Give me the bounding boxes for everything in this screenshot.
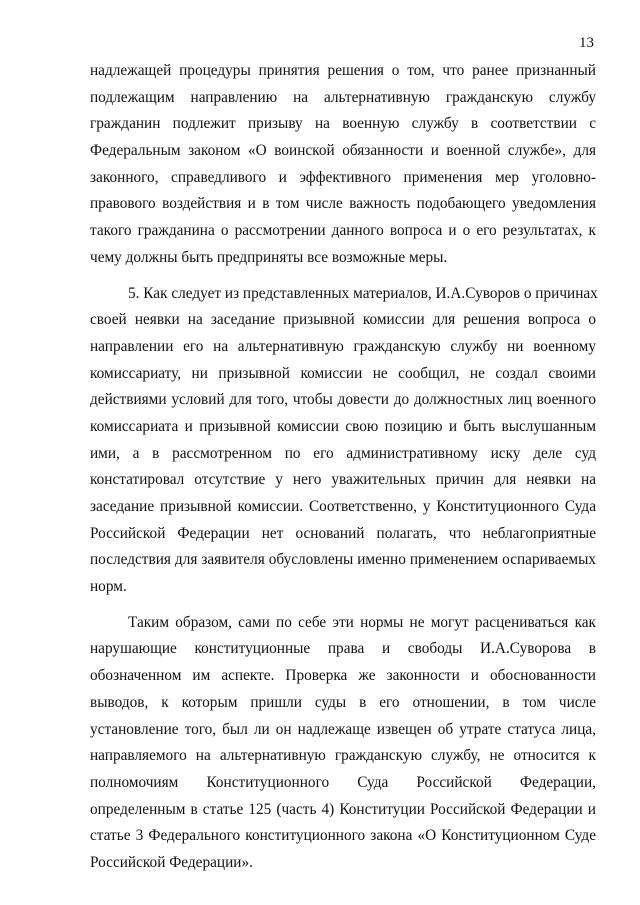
text-line: действиями условий для того, чтобы довести до должностных лиц военного: [90, 391, 596, 409]
text-line: гражданин подлежит призыву на военную службу в соответствии с: [90, 115, 596, 133]
paragraph: [90, 281, 596, 601]
text-line: своей неявки на заседание призывной комиссии для решения вопроса о: [90, 311, 596, 329]
text-line: обозначенном им аспекте. Проверка же законности и обоснованности: [90, 667, 596, 685]
text-line: установление того, был ли он надлежаще извещен об утрате статуса лица,: [90, 720, 596, 738]
paragraph: [90, 610, 596, 877]
text-line: подлежащим направлению на альтернативную гражданскую службу: [90, 88, 596, 106]
text-line: нарушающие конституционные права и свободы И.А.Суворова в: [90, 640, 596, 658]
paragraph: [90, 58, 596, 272]
text-line: Российской Федерации».: [90, 853, 253, 871]
text-line: направлении его на альтернативную гражданскую службу ни военному: [90, 337, 596, 355]
text-line: законного, справедливого и эффективного применения мер уголовно-: [90, 168, 596, 186]
text-line: правового воздействия и в том числе важность подобающего уведомления: [90, 195, 596, 213]
text-line: 5. Как следует из представленных материалов, И.А.Суворов о причинах: [128, 284, 598, 302]
text-line: констатировал отсутствие у него уважительных причин для неявки на: [90, 471, 596, 489]
text-line: направляемого на альтернативную гражданскую службу, не относится к: [90, 747, 596, 765]
text-line: чему должны быть предприняты все возможные меры.: [90, 248, 448, 266]
document-body: [90, 58, 596, 877]
paragraph-gap: [90, 272, 596, 281]
text-line: Российской Федерации нет оснований полагать, что неблагоприятные: [90, 524, 596, 542]
text-line: комиссариата и призывной комиссии свою позицию и быть выслушанным: [90, 417, 596, 435]
text-line: комиссариату, ни призывной комиссии не сообщил, не создал своими: [90, 364, 596, 382]
text-line: Федеральным законом «О воинской обязанности и военной службе», для: [90, 142, 596, 160]
text-line: надлежащей процедуры принятия решения о том, что ранее признанный: [90, 62, 596, 79]
text-line: полномочиям Конституционного Суда Российской Федерации,: [90, 773, 596, 791]
text-line: Таким образом, сами по себе эти нормы не могут расцениваться как: [128, 613, 596, 631]
page-number: 13: [579, 35, 594, 51]
text-line: норм.: [90, 578, 127, 596]
paragraph-gap: [90, 601, 596, 610]
text-line: ими, а в рассмотренном по его административному иску деле суд: [90, 444, 596, 462]
text-line: последствия для заявителя обусловлены именно применением оспариваемых: [90, 551, 596, 569]
text-line: заседание призывной комиссии. Соответственно, у Конституционного Суда: [90, 498, 596, 515]
text-line: статье 3 Федерального конституционного закона «О Конституционном Суде: [90, 827, 596, 845]
text-line: такого гражданина о рассмотрении данного вопроса и о его результатах, к: [90, 222, 596, 240]
text-line: определенным в статье 125 (часть 4) Конституции Российской Федерации и: [90, 800, 596, 818]
text-line: выводов, к которым пришли суды в его отношении, в том числе: [90, 693, 596, 711]
